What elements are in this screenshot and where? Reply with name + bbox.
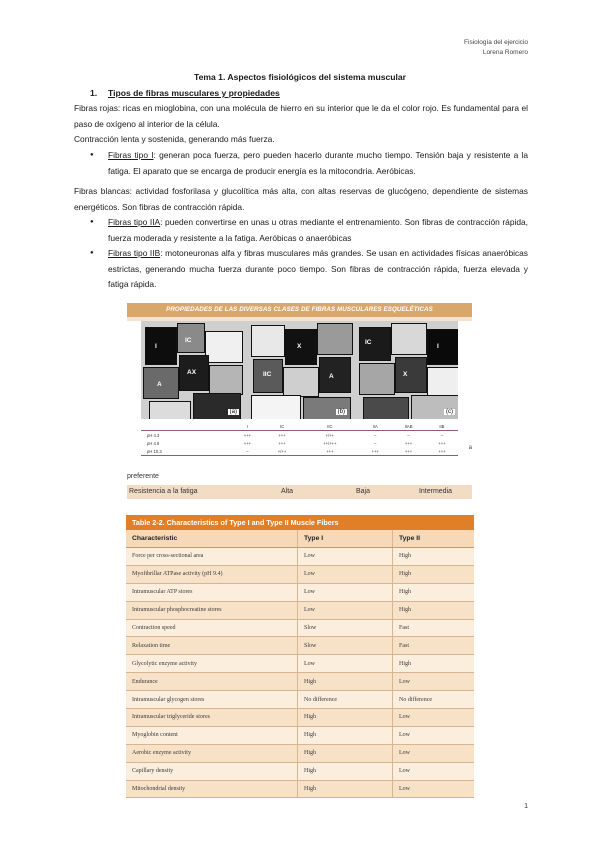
fatigue-resistance-value: Baja xyxy=(355,488,370,495)
table-title: Table 2-2. Characteristics of Type I and Type II Muscle Fibers xyxy=(126,515,474,530)
characteristic-cell: Myoglobin content xyxy=(126,726,298,744)
micrograph-panel-c: IC X I (c) xyxy=(357,321,458,419)
characteristic-cell: Myofibrillar ATPase activity (pH 9.4) xyxy=(126,565,298,583)
characteristic-cell: Intramuscular triglyceride stores xyxy=(126,709,298,727)
table-header-row xyxy=(126,530,474,548)
type-ii-cell: High xyxy=(393,583,475,601)
characteristic-cell: Intramuscular ATP stores xyxy=(126,583,298,601)
bullet-type-i-text: : generan poca fuerza, pero pueden hacerlo durante mucho tiempo. Tensión baja y resistente a la fatiga. El aparato que se encarga de producir energía es la mitocondria. Aeróbicas. xyxy=(108,150,528,176)
type-ii-cell: High xyxy=(393,565,475,583)
type-i-cell: No difference xyxy=(298,691,393,709)
table-row xyxy=(126,762,474,780)
bullet-type-i-label: Fibras tipo I xyxy=(108,150,154,160)
column-header-type-i: Type I xyxy=(298,530,393,548)
histo-cell: +++ xyxy=(243,432,252,438)
fatigue-resistance-label: Resistencia a la fatiga xyxy=(129,488,198,495)
type-i-cell: Low xyxy=(298,583,393,601)
page-number: 1 xyxy=(524,803,528,810)
type-i-cell: High xyxy=(298,780,393,798)
type-i-cell: High xyxy=(298,762,393,780)
panel-label-b: (b) xyxy=(337,409,345,415)
table-row xyxy=(126,637,474,655)
histo-col-head: I xyxy=(231,423,263,431)
bullet-type-iia xyxy=(90,215,528,246)
histo-cell: – xyxy=(407,432,410,438)
panel-label-a: (a) xyxy=(229,409,237,415)
histochemistry-table xyxy=(141,423,458,456)
type-i-cell: Slow xyxy=(298,619,393,637)
page-header xyxy=(464,38,528,58)
table-row xyxy=(126,744,474,762)
histo-cell: – xyxy=(440,432,444,438)
bullet-list-1 xyxy=(90,148,528,179)
bullet-type-iia-text: : pueden convertirse en unas u otras mediante el entrenamiento. Son fibras de contracción rápida, fuerza moderada y resistente a la fatiga. Aeróbicas o anaeróbicas xyxy=(108,217,528,243)
characteristic-cell: Contraction speed xyxy=(126,619,298,637)
type-ii-cell: High xyxy=(393,655,475,673)
characteristic-cell: Intramuscular glycogen stores xyxy=(126,691,298,709)
histo-cell: pH 4.3 xyxy=(147,432,160,438)
histo-cell: +/++ xyxy=(325,432,335,438)
type-ii-cell: Low xyxy=(393,780,475,798)
section-number: 1. xyxy=(90,88,98,98)
histochemistry-row xyxy=(141,431,458,440)
type-ii-cell: High xyxy=(393,548,475,566)
histo-col-head: IIAB xyxy=(391,423,426,431)
column-header-type-ii: Type II xyxy=(393,530,475,548)
type-i-cell: Low xyxy=(298,565,393,583)
characteristic-cell: Capillary density xyxy=(126,762,298,780)
type-ii-cell: Low xyxy=(393,726,475,744)
bullet-type-iia-label: Fibras tipo IIA xyxy=(108,217,161,227)
type-ii-cell: Low xyxy=(393,762,475,780)
micrograph-image xyxy=(141,321,458,419)
histo-cell: +++ xyxy=(438,440,446,446)
histo-cell: +++ xyxy=(278,440,286,446)
histo-col-head: IC xyxy=(263,423,300,431)
section-title: Tipos de fibras musculares y propiedades xyxy=(108,88,280,98)
type-i-cell: Low xyxy=(298,601,393,619)
type-ii-cell: No difference xyxy=(393,691,475,709)
figure-title: PROPIEDADES DE LAS DIVERSAS CLASES DE FIBRAS MUSCULARES ESQUELÉTICAS xyxy=(127,303,472,317)
paragraph-slow-contraction: Contracción lenta y sostenida, generando más fuerza. xyxy=(74,134,275,144)
table-row xyxy=(126,565,474,583)
document-title: Tema 1. Aspectos fisiológicos del sistema muscular xyxy=(193,72,407,82)
table-row xyxy=(126,709,474,727)
fatigue-resistance-row xyxy=(127,485,472,499)
micrograph-panel-b: X IIC A (b) xyxy=(249,321,353,419)
histo-col-head: IIC xyxy=(301,423,360,431)
bullet-type-iib-text: : motoneuronas alfa y fibras musculares más grandes. Se usan en actividades físicas anaeróbicas estrictas, generando mucha fuerza durante poco tiempo. Son fibras de contracción rápida, fuerza elevada y fatiga rápida. xyxy=(108,248,528,289)
table-row xyxy=(126,691,474,709)
column-header-characteristic: Characteristic xyxy=(126,530,298,548)
type-ii-cell: Fast xyxy=(393,619,475,637)
characteristic-cell: Mitochondrial density xyxy=(126,780,298,798)
figure-fiber-properties xyxy=(127,303,472,503)
histo-cell: +++ xyxy=(359,447,391,456)
characteristics-table xyxy=(126,530,474,798)
figure-side-letter: a xyxy=(468,445,472,451)
characteristic-cell: Force per cross-sectional area xyxy=(126,548,298,566)
histo-col-head: IIB xyxy=(426,423,458,431)
histo-cell: – xyxy=(231,447,263,456)
paragraph-red-fibers: Fibras rojas: ricas en mioglobina, con una molécula de hierro en su interior que le da el color rojo. Es fundamental para el paso de oxígeno al interior de la célula. xyxy=(74,103,528,129)
bullet-type-iib-label: Fibras tipo IIB xyxy=(108,248,161,258)
fatigue-resistance-value: Intermedia xyxy=(418,488,453,495)
bullet-type-iib xyxy=(90,246,528,293)
table-row xyxy=(126,726,474,744)
header-author: Lorena Romero xyxy=(482,49,528,56)
characteristic-cell: Intramuscular phosphocreatine stores xyxy=(126,601,298,619)
type-ii-cell: Low xyxy=(393,673,475,691)
type-i-cell: Low xyxy=(298,655,393,673)
type-i-cell: High xyxy=(298,726,393,744)
table-row xyxy=(126,548,474,566)
type-i-cell: High xyxy=(298,709,393,727)
histochemistry-row xyxy=(141,447,458,456)
table-row xyxy=(126,619,474,637)
preferente-label: preferente xyxy=(127,473,159,480)
histo-col-head xyxy=(141,423,231,431)
histo-cell: – xyxy=(374,440,377,446)
histo-cell: pH 10.3 xyxy=(141,447,231,456)
histo-cell: +/++ xyxy=(263,447,300,456)
characteristic-cell: Aerobic enzyme activity xyxy=(126,744,298,762)
histo-cell: +++ xyxy=(301,447,360,456)
table-row xyxy=(126,583,474,601)
type-ii-cell: High xyxy=(393,601,475,619)
histochemistry-header-row xyxy=(141,423,458,431)
histo-cell: +++ xyxy=(278,432,286,438)
section-heading xyxy=(90,88,280,98)
fatigue-resistance-value: Alta xyxy=(280,488,294,495)
micrograph-panel-a: I IC AX A (a) xyxy=(141,321,245,419)
type-ii-cell: Low xyxy=(393,709,475,727)
characteristic-cell: Glycolytic enzyme activity xyxy=(126,655,298,673)
histo-cell: +++ xyxy=(404,440,413,446)
type-i-cell: Low xyxy=(298,548,393,566)
bullet-type-i xyxy=(90,148,528,179)
fiber-characteristics-table xyxy=(126,515,474,798)
histo-cell: – xyxy=(374,432,377,438)
characteristic-cell: Relaxation time xyxy=(126,637,298,655)
paragraph-white-fibers: Fibras blancas: actividad fosforilasa y glucolítica más alta, con altas reservas de glucógeno, dependiente de sistemas energéticos. Son fibras de contracción rápida. xyxy=(74,186,528,212)
histo-cell: +++ xyxy=(391,447,426,456)
type-i-cell: Slow xyxy=(298,637,393,655)
type-i-cell: High xyxy=(298,673,393,691)
bullet-list-2 xyxy=(90,215,528,293)
table-row xyxy=(126,601,474,619)
histo-cell: +++ xyxy=(426,447,458,456)
characteristic-cell: Endurance xyxy=(126,673,298,691)
type-i-cell: High xyxy=(298,744,393,762)
table-row xyxy=(126,673,474,691)
histo-cell: pH 4.6 xyxy=(147,440,160,446)
histochemistry-row xyxy=(141,439,458,447)
histo-col-head: IIA xyxy=(359,423,391,431)
type-ii-cell: Fast xyxy=(393,637,475,655)
histo-cell: ++/+++ xyxy=(323,440,337,446)
panel-label-c: (c) xyxy=(446,409,453,415)
table-row xyxy=(126,780,474,798)
header-course: Fisiología del ejercicio xyxy=(464,39,528,46)
table-row xyxy=(126,655,474,673)
type-ii-cell: Low xyxy=(393,744,475,762)
histo-cell: +++ xyxy=(243,440,252,446)
